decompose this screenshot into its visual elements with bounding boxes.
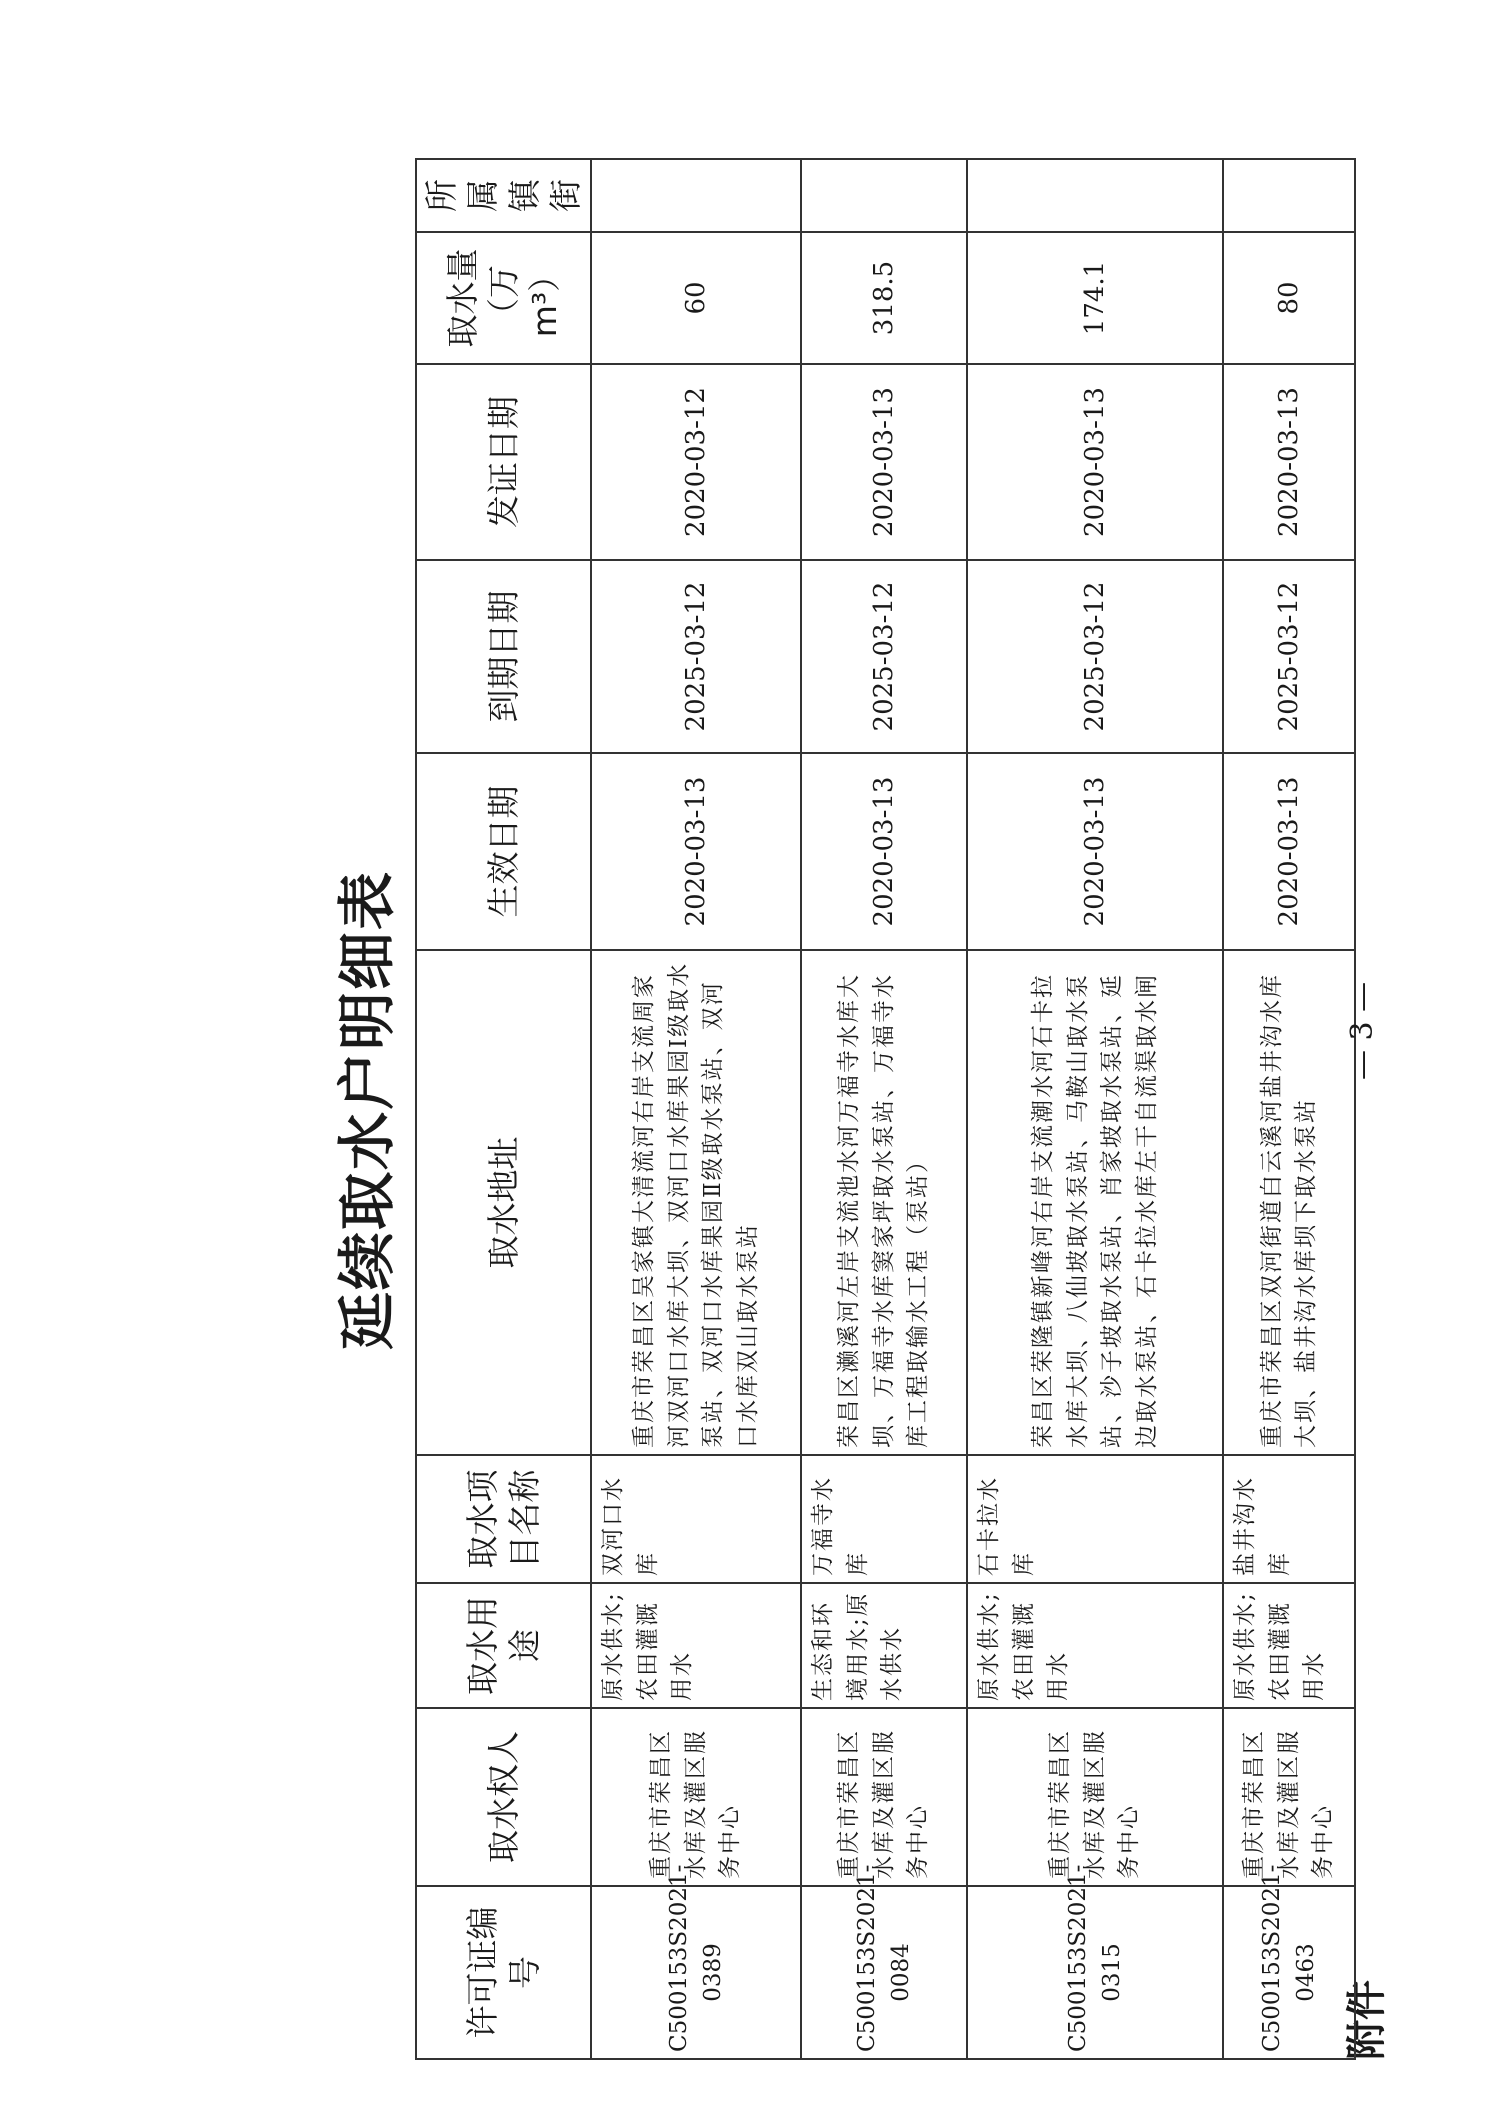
- town-cell: [967, 159, 1223, 232]
- header-town: 所属镇街: [416, 159, 591, 232]
- expiry-date-cell: 2025-03-12: [967, 560, 1223, 753]
- town-cell: [1223, 159, 1355, 232]
- usage-cell: 原水供水;农田灌溉用水: [591, 1583, 801, 1708]
- header-volume: 取水量（万m³）: [416, 232, 591, 364]
- effective-date-cell: 2020-03-13: [801, 753, 967, 950]
- project-cell: 石卡拉水库: [967, 1455, 1223, 1583]
- holder-cell: 重庆市荣昌区水库及灌区服务中心: [967, 1708, 1223, 1886]
- town-cell: [591, 159, 801, 232]
- holder-cell: 重庆市荣昌区水库及灌区服务中心: [1223, 1708, 1355, 1886]
- header-usage: 取水用途: [416, 1583, 591, 1708]
- holder-cell: 重庆市荣昌区水库及灌区服务中心: [801, 1708, 967, 1886]
- effective-date-cell: 2020-03-13: [967, 753, 1223, 950]
- attachment-label: 附件: [1344, 1980, 1390, 2060]
- header-project: 取水项目名称: [416, 1455, 591, 1583]
- volume-cell: 174.1: [967, 232, 1223, 364]
- volume-cell: 318.5: [801, 232, 967, 364]
- header-issue-date: 发证日期: [416, 364, 591, 560]
- issue-date-cell: 2020-03-13: [801, 364, 967, 560]
- issue-date-cell: 2020-03-13: [967, 364, 1223, 560]
- table-row: [1223, 159, 1355, 2059]
- header-holder: 取水权人: [416, 1708, 591, 1886]
- usage-cell: 原水供水;农田灌溉用水: [1223, 1583, 1355, 1708]
- license-no-cell: C500153S2021-0084: [801, 1886, 967, 2059]
- expiry-date-cell: 2025-03-12: [591, 560, 801, 753]
- effective-date-cell: 2020-03-13: [1223, 753, 1355, 950]
- holder-cell: 重庆市荣昌区水库及灌区服务中心: [591, 1708, 801, 1886]
- header-license-no: 许可证编号: [416, 1886, 591, 2059]
- location-cell: 重庆市荣昌区双河街道白云溪河盐井沟水库大坝、盐井沟水库坝下取水泵站: [1223, 950, 1355, 1455]
- volume-cell: 60: [591, 232, 801, 364]
- header-effective-date: 生效日期: [416, 753, 591, 950]
- water-users-table: [415, 158, 1356, 2060]
- license-no-cell: C500153S2021-0315: [967, 1886, 1223, 2059]
- location-cell: 荣昌区濑溪河左岸支流池水河万福寺水库大坝、万福寺水库窦家坪取水泵站、万福寺水库工程取输水工程（泵站）: [801, 950, 967, 1455]
- location-cell: 重庆市荣昌区吴家镇大清流河右岸支流周家河双河口水库大坝、双河口水库果园Ⅰ级取水泵站、双河口水库果园Ⅱ级取水泵站、双河口水库双山取水泵站: [591, 950, 801, 1455]
- project-cell: 双河口水库: [591, 1455, 801, 1583]
- license-no-cell: C500153S2021-0463: [1223, 1886, 1355, 2059]
- table-row: [591, 159, 801, 2059]
- table-title: 延续取水户明细表: [333, 870, 401, 1351]
- effective-date-cell: 2020-03-13: [591, 753, 801, 950]
- location-cell: 荣昌区荣隆镇新峰河右岸支流潮水河石卡拉水库大坝、八仙坡取水泵站、马鞍山取水泵站、沙子坡取水泵站、肖家坡取水泵站、延边取水泵站、石卡拉水库左干自流渠取水闸: [967, 950, 1223, 1455]
- rotated-page: [250, 160, 1480, 2060]
- expiry-date-cell: 2025-03-12: [801, 560, 967, 753]
- issue-date-cell: 2020-03-13: [1223, 364, 1355, 560]
- issue-date-cell: 2020-03-12: [591, 364, 801, 560]
- header-row: [416, 159, 591, 2059]
- usage-cell: 原水供水;农田灌溉用水: [967, 1583, 1223, 1708]
- table-row: [801, 159, 967, 2059]
- page-number: — 3 —: [1345, 981, 1380, 1080]
- town-cell: [801, 159, 967, 232]
- project-cell: 盐井沟水库: [1223, 1455, 1355, 1583]
- table-row: [967, 159, 1223, 2059]
- header-location: 取水地址: [416, 950, 591, 1455]
- usage-cell: 生态和环境用水;原水供水: [801, 1583, 967, 1708]
- header-expiry-date: 到期日期: [416, 560, 591, 753]
- project-cell: 万福寺水库: [801, 1455, 967, 1583]
- expiry-date-cell: 2025-03-12: [1223, 560, 1355, 753]
- volume-cell: 80: [1223, 232, 1355, 364]
- license-no-cell: C500153S2021-0389: [591, 1886, 801, 2059]
